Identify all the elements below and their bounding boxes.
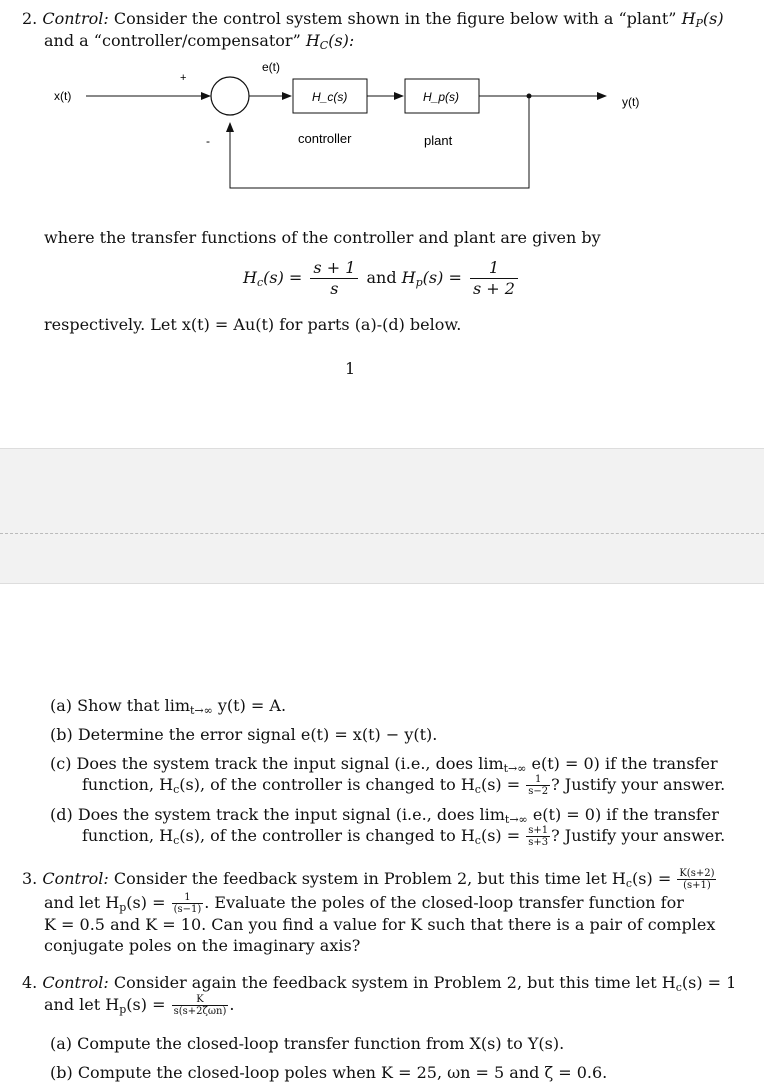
- minus-sign: -: [206, 134, 210, 148]
- math-arg: (s) =: [263, 268, 303, 287]
- fraction-denominator: (s+1): [683, 880, 711, 891]
- plus-sign: +: [180, 72, 187, 84]
- plant-fraction: [470, 258, 518, 299]
- part-text: (s), of the controller is changed to H: [179, 775, 475, 794]
- part-c-line-2: [82, 774, 725, 797]
- part-text: ? Justify your answer.: [551, 826, 726, 845]
- plant-caption: plant: [424, 133, 453, 148]
- math-subscript: c: [474, 834, 481, 847]
- math-subscript: c: [474, 783, 481, 796]
- math-arg: (s): [702, 9, 724, 28]
- fraction-denominator: s−2: [528, 786, 549, 797]
- math-subscript: p: [119, 901, 127, 914]
- where-text: where the transfer functions of the controller and plant are given by: [44, 228, 601, 247]
- part-text: (s), of the controller is changed to H: [179, 826, 475, 845]
- controller-block-label: H_c(s): [312, 90, 348, 104]
- math-subscript: c: [256, 276, 264, 289]
- problem-text: (s) =: [126, 893, 166, 912]
- problem-text: . Evaluate the poles of the closed-loop transfer function for: [204, 893, 684, 912]
- problem-4-line-2: [44, 994, 234, 1017]
- fraction-numerator: K(s+2): [679, 868, 715, 879]
- problem-text: Consider the feedback system in Problem 2, but this time let H: [108, 869, 626, 888]
- problem-topic: Control:: [42, 9, 109, 28]
- fraction-numerator: K: [172, 994, 229, 1006]
- part-text: e(t) = 0) if the transfer: [526, 754, 718, 773]
- problem-3-line-4: conjugate poles on the imaginary axis?: [44, 936, 361, 955]
- part-c-fraction: [526, 774, 550, 797]
- part-c-line-1: [50, 753, 718, 774]
- part-text: (a) Show that lim: [50, 696, 190, 715]
- problem-3-line-1: [22, 868, 717, 891]
- feedback-path: [230, 96, 529, 188]
- math-arg: (s) =: [422, 268, 462, 287]
- problem-3-plant-fraction: [172, 892, 204, 915]
- math-subscript: C: [319, 39, 329, 52]
- fraction-numerator: s + 1: [310, 258, 358, 279]
- part-d-line-2: [82, 825, 725, 848]
- problem-3-controller-fraction: [677, 868, 716, 891]
- part-d-line-1: [50, 804, 719, 825]
- problem-text: and let H: [44, 995, 120, 1014]
- fraction-denominator: (s−1): [173, 904, 202, 915]
- math-subscript: c: [173, 834, 180, 847]
- fraction-denominator: s + 2: [472, 279, 515, 298]
- part-text: (d) Does the system track the input signal (i.e., does lim: [50, 805, 505, 824]
- page-break-band: [0, 449, 764, 583]
- problem-text: and a “controller/compensator”: [44, 31, 306, 50]
- error-label: e(t): [262, 60, 280, 74]
- math-subscript: c: [173, 783, 180, 796]
- part-text: y(t) = A.: [212, 696, 287, 715]
- math-subscript: c: [675, 981, 682, 994]
- problem-4-plant-fraction: [172, 994, 229, 1017]
- problem-2-line-1: [22, 8, 724, 29]
- page-break-bottom: [0, 583, 764, 584]
- part-text: ? Justify your answer.: [551, 775, 726, 794]
- limit-subscript: t→∞: [504, 813, 528, 826]
- page-break-dashed-line: [0, 533, 764, 534]
- problem-text: Consider the control system shown in the figure below with a “plant”: [108, 9, 682, 28]
- and-word: and: [366, 268, 397, 287]
- problem-text: (s) =: [126, 995, 166, 1014]
- problem-text: (s) =: [632, 869, 672, 888]
- page-number: 1: [345, 359, 356, 378]
- math-symbol: H: [681, 9, 696, 28]
- problem-number: 3.: [22, 869, 38, 888]
- math-subscript: p: [119, 1003, 127, 1016]
- math-subscript: p: [415, 276, 423, 289]
- output-label: y(t): [622, 95, 640, 109]
- problem-topic: Control:: [42, 973, 109, 992]
- problem-4-part-b: (b) Compute the closed-loop poles when K = 25, ωn = 5 and ζ = 0.6.: [50, 1063, 608, 1082]
- fraction-denominator: s(s+2ζωn): [173, 1006, 227, 1017]
- input-label: x(t): [54, 89, 72, 103]
- problem-4-part-a: (a) Compute the closed-loop transfer function from X(s) to Y(s).: [50, 1034, 565, 1053]
- fraction-numerator: 1: [526, 774, 550, 786]
- fraction-denominator: s+3: [528, 837, 549, 848]
- problem-3-line-2: [44, 892, 684, 915]
- transfer-function-equation: [243, 257, 521, 299]
- part-text: (s) =: [480, 826, 521, 845]
- problem-3-line-3: K = 0.5 and K = 10. Can you find a value for K such that there is a pair of complex: [44, 915, 716, 934]
- problem-number: 2.: [22, 9, 38, 28]
- math-symbol: H: [401, 268, 416, 287]
- problem-number: 4.: [22, 973, 38, 992]
- part-b: (b) Determine the error signal e(t) = x(t) − y(t).: [50, 725, 438, 744]
- part-text: function, H: [82, 775, 174, 794]
- part-a: [50, 695, 286, 716]
- controller-caption: controller: [298, 131, 352, 146]
- math-symbol: H: [305, 31, 320, 50]
- plant-block-label: H_p(s): [423, 90, 460, 104]
- part-text: e(t) = 0) if the transfer: [527, 805, 719, 824]
- controller-fraction: [310, 258, 358, 299]
- limit-subscript: t→∞: [189, 704, 213, 717]
- problem-text: .: [229, 995, 235, 1014]
- part-text: (c) Does the system track the input signal (i.e., does lim: [50, 754, 504, 773]
- math-arg: (s):: [328, 31, 355, 50]
- fraction-numerator: 1: [470, 258, 518, 279]
- part-text: function, H: [82, 826, 174, 845]
- problem-4-line-1: [22, 972, 736, 993]
- fraction-numerator: s+1: [528, 825, 549, 836]
- problem-text: (s) = 1: [681, 973, 737, 992]
- problem-2-line-2: [44, 30, 354, 51]
- fraction-numerator: 1: [172, 892, 204, 904]
- respectively-text: respectively. Let x(t) = Au(t) for parts (a)-(d) below.: [44, 315, 462, 334]
- problem-topic: Control:: [42, 869, 109, 888]
- summing-junction: [211, 77, 249, 115]
- problem-text: and let H: [44, 893, 120, 912]
- math-subscript: c: [625, 877, 633, 890]
- problem-text: Consider again the feedback system in Problem 2, but this time let H: [108, 973, 676, 992]
- math-symbol: H: [243, 268, 257, 287]
- fraction-denominator: s: [330, 279, 339, 298]
- block-diagram: [0, 55, 764, 255]
- part-d-fraction: [526, 825, 550, 848]
- part-text: (s) =: [480, 775, 521, 794]
- limit-subscript: t→∞: [503, 762, 527, 775]
- math-subscript: P: [695, 17, 703, 30]
